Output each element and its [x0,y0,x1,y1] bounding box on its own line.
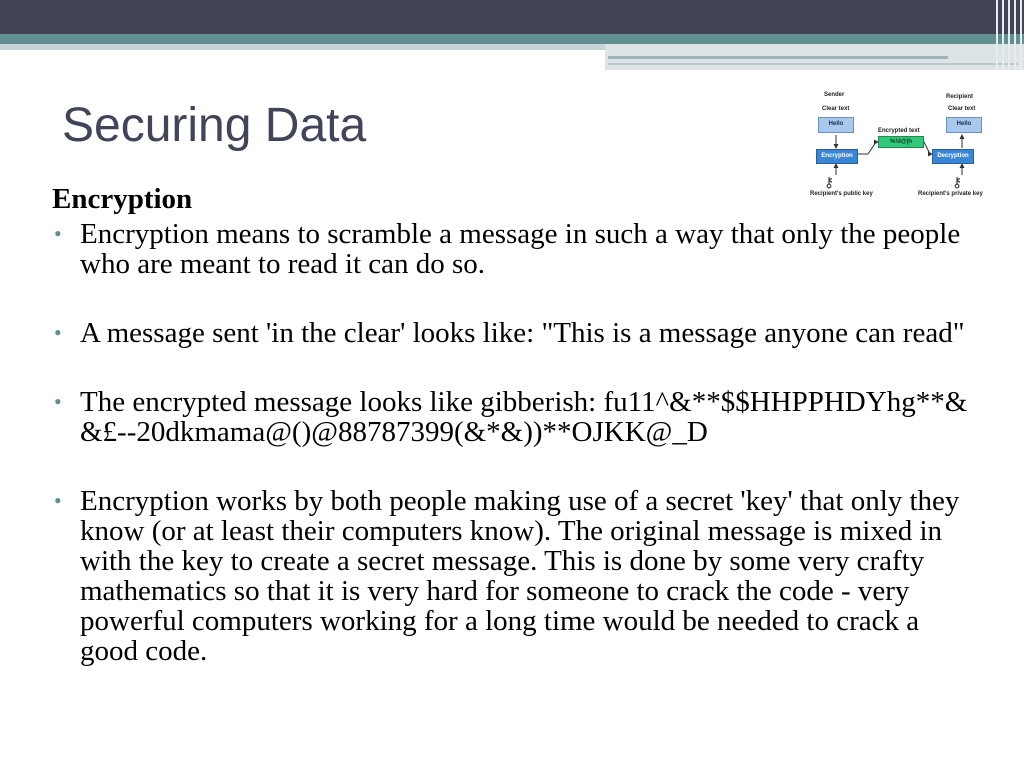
bullet-text: Encryption works by both people making use of a secret 'key' that only they know (or at least their computers know). The original message is mixed in with the key to create a secret message. This is done by some very crafty mathematics so that it is very hard for someone to crack the code - very powerful computers working for a long time would be needed to crack a good code. [80,485,960,667]
hello-left-box: Hello [818,117,854,133]
bullet-icon: • [54,221,62,246]
clear-text-right-label: Clear text [948,106,976,112]
bullet-list [52,219,982,705]
header-bar-dark [0,0,1024,34]
recipient-label: Recipient [946,94,974,100]
sender-label: Sender [824,92,845,98]
header-right-line-2 [608,63,1018,65]
cipher-text-box: %!d@jh [878,136,924,148]
header-bar-gray [0,44,605,50]
slide-title: Securing Data [62,99,367,152]
bullet-item [52,318,982,348]
header-stripes [990,0,1024,70]
bullet-text: A message sent 'in the clear' looks like: "This is a message anyone can read" [80,317,965,349]
private-key-label: Recipient's private key [918,191,983,197]
encryption-diagram [806,90,994,202]
bullet-icon: • [54,488,62,513]
private-key-icon: ⚷ [952,174,963,190]
hello-right-box: Hello [946,117,982,133]
bullet-icon: • [54,389,62,414]
decryption-box: Decryption [932,149,974,164]
bullet-icon: • [54,320,62,345]
public-key-label: Recipient's public key [810,191,873,197]
encryption-box: Encryption [816,149,858,164]
slide-subheading: Encryption [52,183,193,215]
header-bar-teal [0,34,1024,44]
bullet-text: The encrypted message looks like gibberish: fu11^&**$$HHPPHDYhg**&&£--20dkmama@()@88787399(&*&))**OJKK@_D [80,386,968,448]
public-key-icon: ⚷ [824,174,835,190]
bullet-item [52,219,982,279]
bullet-text: Encryption means to scramble a message in such a way that only the people who are meant to read it can do so. [80,218,961,280]
bullet-item [52,486,982,666]
encrypted-text-label: Encrypted text [878,128,920,134]
bullet-item [52,387,982,447]
clear-text-left-label: Clear text [822,106,850,112]
header-right-line [608,56,948,59]
